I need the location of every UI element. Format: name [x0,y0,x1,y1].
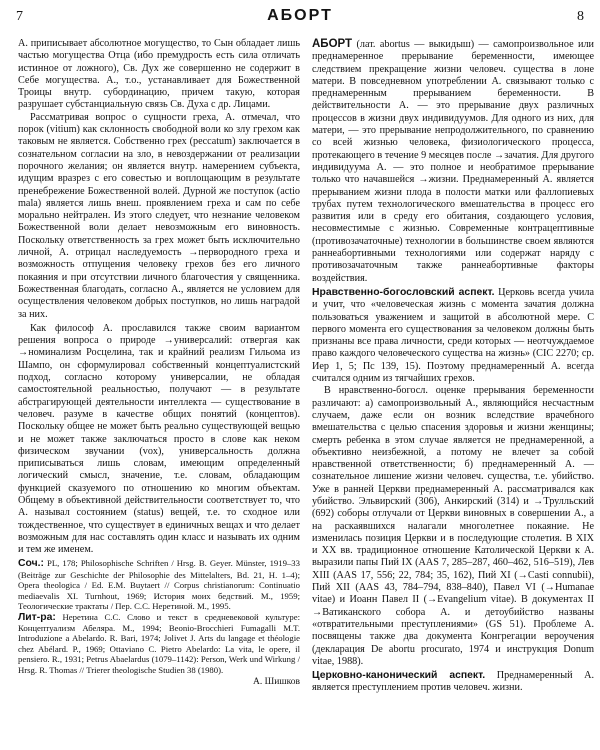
page-number-left: 7 [16,9,23,24]
section-heading-moral: Нравственно-богословский аспект. [312,286,495,298]
paragraph-evaluation: В нравственно-богосл. оценке прерывания беременности различают: а) самопроизвольный А., являющийся несчастным случаем, даже если он возник вследствие врачебного вмешательства с целью спасения здоровья и жизни женщины; смерть ребенка в этом случае является не преднамеренной, а объективно неизбежной, а потому не влечет за собой нравственной ответственности; б) преднамеренный А. — сознательное лишение жизни человеч. существа, т.е. убийство. Уже в ранней Церкви преднамеренный А. рассматривался как убийство. Эльвирский (306), Анкирский (314) и →Трулльский (692) соборы отлучали от Церкви виновных в совершении А., а на раскаявшихся налагали многолетнее покаяние. Не изменилась позиция Церкви и в последующие столетия. В XIX и XX вв. традиционное отношение Католической Церкви к А. выразили папы Пий IX (AAS 7, 285–287, 460–462, 516–519), Лев XIII (AAS 17, 556; 22, 784; 35, 162), Пий XI (→Casti connubii), Пий XII (AAS 43, 784–794, 838–840), Павел VI (→Humanae vitae) и Иоанн Павел II (→Evangelium vitae). В документах II →Ватиканского собора А. и детоубийство названы «отвратительными преступлениями» (GS 51). Проблеме А. посвящены также два документа Конгрегации вероучения (декларация De abortu procurato, 1974 и инструкция Donum vitae, 1988). [312,385,594,667]
left-column [18,38,300,743]
paragraph-sin: Рассматривая вопрос о сущности греха, А. отмечал, что порок (vitium) как склонность свободной воли ко злу грехом как таковым не является. Собственно грех (peccatum) заключается в сознательном согласии на зло, в невоздержании от реализации порочного желания; он является внутр. намерением субъекта, идущим вразрез с его совестью и воплощающим в результате пренебрежение Божественной волей. Дурной же поступок (actio mala) является лишь внеш. проявлением греха и сам по себе морально нейтрален. Из этого следует, что незнание человеком Божественной воли делает невозможным его виновность. Поскольку ответственность за грех может быть исключительно личной, А. отрицал наследуемость →первородного греха и возможность отпущения человеку грехов без его личного покаяния и при отсутствии личного благочестия у священника. Божественная благодать, согласно А., является не условием для осуществления человеком добрых поступков, но лишь наградой за них. [18,111,300,320]
literature [18,612,300,675]
sources-label: Соч.: [18,558,44,570]
page-number-right: 8 [577,9,584,24]
entry-lemma: АБО́РТ [312,38,353,50]
moral-theology-section [312,287,594,385]
entry-abort [312,38,594,285]
paragraph-universals: Как философ А. прославился также своим вариантом решения вопроса о природе →универсалий: отвергая как →номинализм Росцелина, так и крайний реализм Гильома из Шампо, он сформулировал собственный концептуалистский подход, согласно которому универсалии, не обладая самостоятельной реальностью, получают — в результате абстрагирующей деятельности интеллекта — существование в человеч. разуме в качестве общих понятий (концептов). Поскольку общее не может быть реально существующей вещью и не может также заключаться просто в слове как неком физическом звучании (vox), универсальность должна приписываться лишь словам, имеющим определенный логический смысл, значение, т.е. словам, обладающим функцией сказуемого по отношению ко многим объектам. Общему в объективной действительности соответствует то, что А. называл состоянием (status) вещей, т.е. то сходное или тождественное, что существует в единичных вещах и что делает возможным для нас составлять один класс и называть их одним и тем же именем. [18,322,300,556]
author-signature: А. Шишков [253,676,300,687]
paragraph-trinity: А. приписывает абсолютное могущество, то Сын обладает лишь частью могущества Отца (ибо премудрость есть сила отличать истинное от ложного), Св. Дух же совершенно не содержит в Себе могущества. А., т.о., устанавливает для Божественной Троицы внутр. субординацию, причем такую, которая разрушает субстанциальную связь Св. Духа с др. Лицами. [18,38,300,111]
canonical-text: Преднамеренный А. является преступлением против человеч. жизни. [312,670,594,694]
moral-theology-text: Церковь всегда учила и учит, что «человеческая жизнь с момента зачатия должна пользоваться уважением и защитой в абсолютной мере. С первого момента его существования за человеком должны быть признаны все права личности, среди которых — неотчуждаемое право каждого человеческого существа на жизнь» (CIC 2270; ср. Иер 1, 5; Пс 139, 15). Поэтому преднамеренный А. всегда считался одним из тягчайших грехов. [312,286,594,385]
sources-text: PL, 178; Philosophische Schriften / Hrsg. B. Geyer. Münster, 1919–33 (Beiträge zur Geschichte der Philosophie des Mittelalters, Bd. 21, H. 1–4); Opera theologica / Ed. E.M. Buytaert // Corpus christianorum: Continuatio mediaevalis XI. Turnhout, 1969; История моих бедствий. М., 1959; Теологические трактаты / Пер. С.С. Неретиной. М., 1995. [18,558,300,612]
literature-label: Лит-ра: [18,611,56,623]
literature-text: Неретина С.С. Слово и текст в средневековой культуре: Концептуализм Абеляра. М., 1994; Beonio-Brocchieri Fumagalli M.T. Introduzione a Abelardo. R. Bari, 1974; Jolivet J. Arts du langage et théologie chez Abélard. P., 1969; Ottaviano C. Pietro Abelardo: La vita, le opere, il pensiero. R., 1931; Petrus Abaelardus (1079–1142): Person, Werk und Wirkung / Hrsg. R. Thomas // Trierer theologische Studien 38 (1980). [18,611,300,675]
right-column [312,38,594,743]
sources [18,558,300,611]
page-header [0,0,600,36]
running-title: АБОРТ [267,7,333,24]
section-heading-canonical: Церковно-канонический аспект. [312,670,486,682]
canonical-section [312,670,594,695]
entry-definition: (лат. abortus — выкидыш) — самопроизвольное или преднамеренное прерывание беременности, имеющее следствием прекращение жизни человеч. существа в лоне матери. В повседневном употреблении А. связывают только с преднамеренным прерыванием беременности. В действительности А. — это прерывание двух различных процессов в жизни двух индивидуумов. Для одного из них, для матери, — это прерывание непродолжительного, по сравнению со всей жизнью человека, физиологического процесса, протекающего в течение 9 месяцев после →зачатия. Для другого индивидуума А. — это полное и необратимое прерывание только что начавшейся →жизни. Преднамеренный А. является прерыванием жизни плода в полости матки или фаллопиевых трубах путем технологического вмешательства в процесс его развития или в среду его обитания, создающего условия, несовместимые с жизнью. Современные контрацептивные (противозачаточные) технологии в большинстве своем являются раннеабортивными технологиями или содержат наряду с противозачаточным также раннеабортивные факторы воздействия. [312,39,594,284]
